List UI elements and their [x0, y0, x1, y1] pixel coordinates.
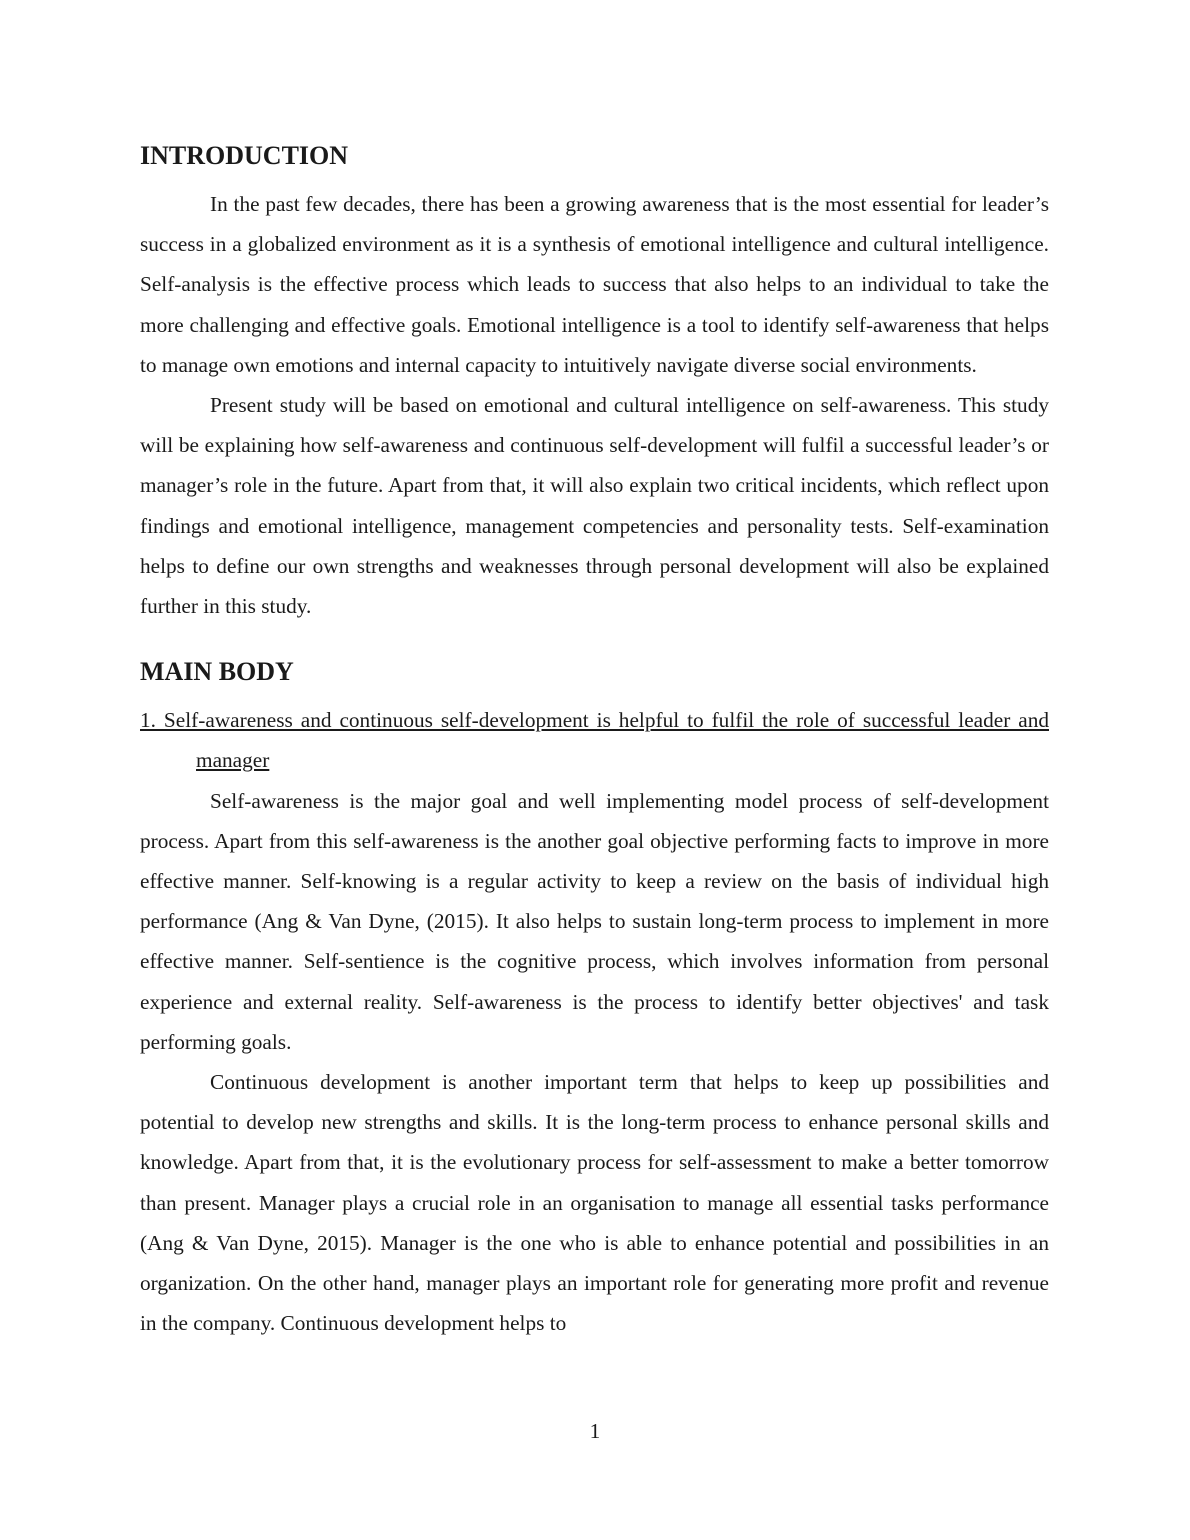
document-page — [140, 140, 1049, 1343]
section-1-paragraph-1: Self-awareness is the major goal and well implementing model process of self-development process. Apart from this self-awareness is the another goal objective performing facts to improve in more effective manner. Self-knowing is a regular activity to keep a review on the basis of individual high performance (Ang & Van Dyne, (2015). It also helps to sustain long-term process to implement in more effective manner. Self-sentience is the cognitive process, which involves information from personal experience and external reality. Self-awareness is the process to identify better objectives' and task performing goals. — [140, 788, 1049, 1054]
section-1-title: 1. Self-awareness and continuous self-development is helpful to fulfil the role of successful leader and manager — [140, 708, 1049, 773]
main-body-heading: MAIN BODY — [140, 657, 294, 687]
page-number: 1 — [589, 1419, 601, 1443]
section-1-paragraph-2: Continuous development is another important term that helps to keep up possibilities and potential to develop new strengths and skills. It is the long-term process to enhance personal skills and knowledge. Apart from that, it is the evolutionary process for self-assessment to make a better tomorrow than present. Manager plays a crucial role in an organisation to manage all essential tasks performance (Ang & Van Dyne, 2015). Manager is the one who is able to enhance potential and possibilities in an organization. On the other hand, manager plays an important role for generating more profit and revenue in the company. Continuous development helps to — [140, 1070, 1049, 1336]
intro-paragraph-2: Present study will be based on emotional and cultural intelligence on self-awareness. This study will be explaining how self-awareness and continuous self-development will fulfil a successful leader’s or manager’s role in the future. Apart from that, it will also explain two critical incidents, which reflect upon findings and emotional intelligence, management competencies and personality tests. Self-examination helps to define our own strengths and weaknesses through personal development will also be explained further in this study. — [140, 393, 1049, 619]
introduction-heading: INTRODUCTION — [140, 141, 349, 170]
intro-paragraph-1: In the past few decades, there has been a growing awareness that is the most essential for leader’s success in a globalized environment as it is a synthesis of emotional intelligence and cultural intelligence. Self-analysis is the effective process which leads to success that also helps to an individual to take the more challenging and effective goals. Emotional intelligence is a tool to identify self-awareness that helps to manage own emotions and internal capacity to intuitively navigate diverse social environments. — [140, 192, 1049, 377]
